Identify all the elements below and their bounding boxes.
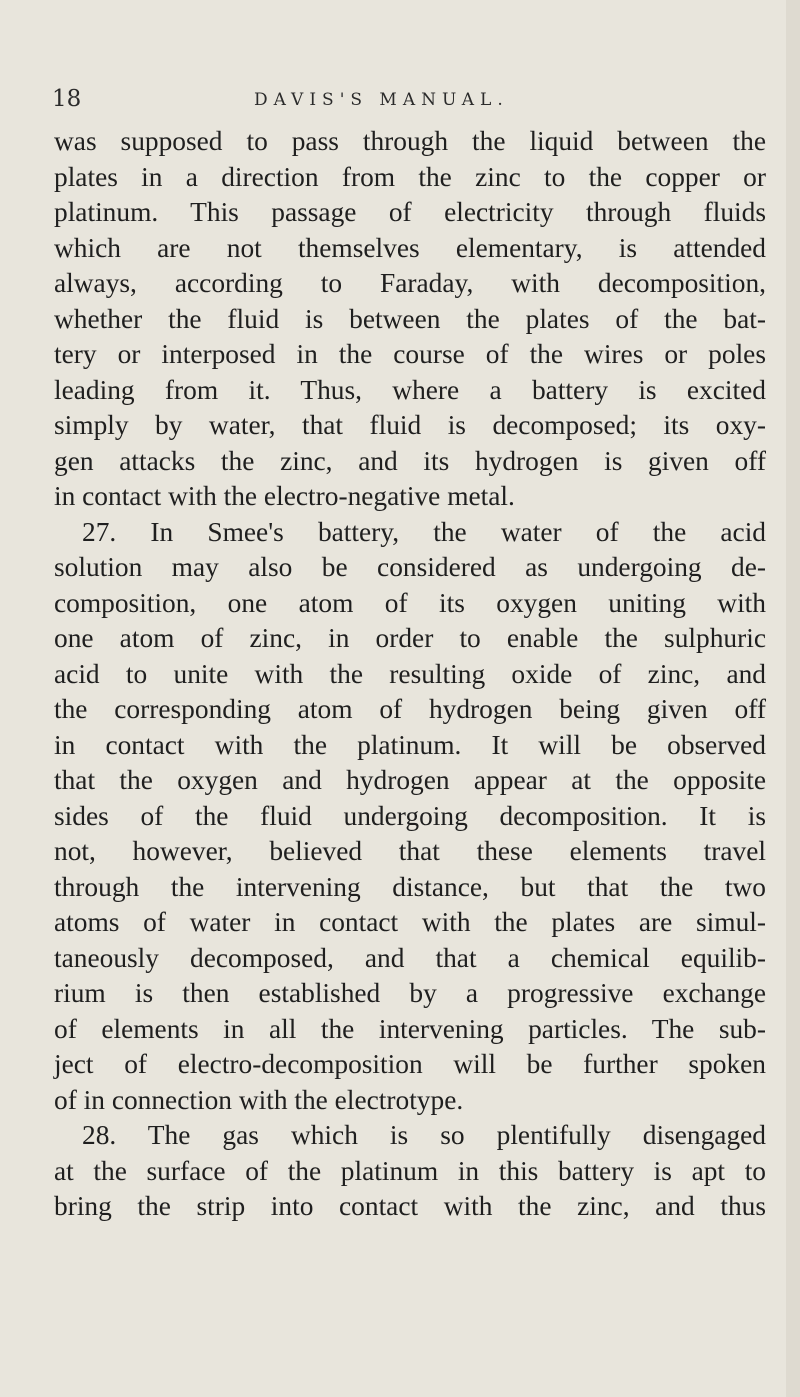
text-line: tery or interposed in the course of the wires or poles (54, 339, 766, 369)
text-line: ject of electro-decomposition will be further spoken (54, 1049, 766, 1079)
text-line: that the oxygen and hydrogen appear at the opposite (54, 765, 766, 795)
page-header (52, 86, 752, 116)
paragraph-28-start: 28. The gas which is so plentifully disengaged (82, 1120, 766, 1150)
running-head: DAVIS'S MANUAL. (254, 90, 509, 110)
text-line: composition, one atom of its oxygen uniting with (54, 587, 766, 618)
text-line: plates in a direction from the zinc to the copper or (54, 161, 766, 192)
text-line: simply by water, that fluid is decomposed; its oxy- (54, 410, 766, 440)
text-line: through the intervening distance, but that the two (54, 871, 766, 902)
page-edge-shadow (786, 0, 800, 1397)
page-number: 18 (52, 86, 82, 112)
text-line: one atom of zinc, in order to enable the sulphuric (54, 623, 766, 653)
text-line: atoms of water in contact with the plates are simul- (54, 907, 766, 937)
text-line: of elements in all the intervening particles. The sub- (54, 1013, 766, 1044)
text-line: in contact with the platinum. It will be observed (54, 729, 766, 760)
text-line: whether the fluid is between the plates of the bat- (54, 303, 766, 334)
text-line: solution may also be considered as undergoing de- (54, 552, 766, 582)
text-line: leading from it. Thus, where a battery is excited (54, 374, 766, 405)
text-line: bring the strip into contact with the zinc, and thus (54, 1191, 766, 1221)
paragraph-27-start: 27. In Smee's battery, the water of the acid (82, 516, 766, 547)
text-line: was supposed to pass through the liquid between the (54, 126, 766, 156)
text-line: rium is then established by a progressive exchange (54, 978, 766, 1008)
body-text (54, 124, 766, 1225)
text-line: sides of the fluid undergoing decomposition. It is (54, 800, 766, 831)
text-line: taneously decomposed, and that a chemical equilib- (54, 942, 766, 973)
text-line: not, however, believed that these elements travel (54, 836, 766, 866)
paragraph-end-line: in contact with the electro-negative metal. (54, 481, 515, 511)
text-line: at the surface of the platinum in this battery is apt to (54, 1155, 766, 1186)
text-line: the corresponding atom of hydrogen being given off (54, 694, 766, 724)
text-line: gen attacks the zinc, and its hydrogen is given off (54, 445, 766, 476)
text-line: acid to unite with the resulting oxide of zinc, and (54, 658, 766, 689)
text-line: platinum. This passage of electricity through fluids (54, 197, 766, 227)
paragraph-end-line: of in connection with the electrotype. (54, 1084, 464, 1115)
text-line: always, according to Faraday, with decomposition, (54, 268, 766, 298)
text-line: which are not themselves elementary, is attended (54, 232, 766, 263)
